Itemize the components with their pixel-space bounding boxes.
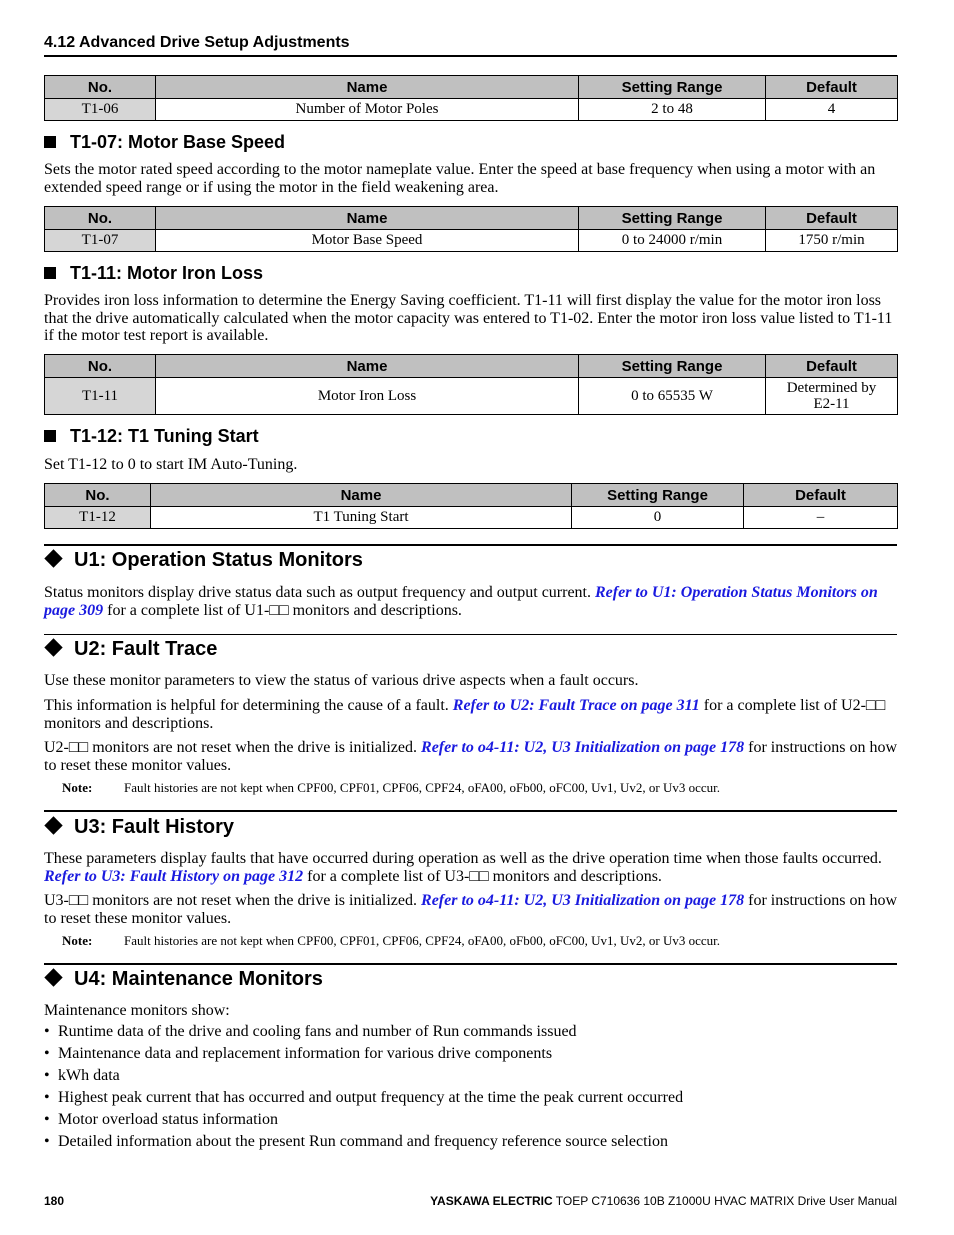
table-row: [45, 99, 898, 121]
section-title: 4.12 Advanced Drive Setup Adjustments: [44, 34, 350, 51]
note-text: Fault histories are not kept when CPF00, CPF01, CPF06, CPF24, oFA00, oFb00, oFC00, Uv1, Uv2, or Uv3 occur.: [124, 780, 721, 795]
u3-note: [44, 933, 897, 949]
col-name: Name: [156, 207, 579, 230]
list-item: • Highest peak current that has occurred and output frequency at the time the peak current occurred: [44, 1087, 897, 1109]
u2-page-link[interactable]: Refer to U2: Fault Trace on page 311: [452, 697, 700, 714]
cell-range: 0: [572, 507, 744, 529]
note-label: Note:: [62, 933, 93, 948]
u3-paragraph-1: These parameters display faults that have occurred during operation as well as the drive operation time when those faults occurred. Refer to U3: Fault History on page 312 for a complete list of U3-□□ monitors and descriptions.: [44, 850, 882, 885]
note-text: Fault histories are not kept when CPF00, CPF01, CPF06, CPF24, oFA00, oFb00, oFC00, Uv1, Uv2, or Uv3 occur.: [124, 933, 721, 948]
col-default: Default: [744, 484, 898, 507]
section-rule: [44, 544, 897, 546]
u3-paragraph-2: U3-□□ monitors are not reset when the drive is initialized. Refer to o4-11: U2, U3 Initialization on page 178 for instructions on how to reset these monitor values.: [44, 892, 898, 927]
col-range: Setting Range: [579, 355, 766, 378]
cell-no: T1-07: [45, 230, 156, 252]
cell-name: Number of Motor Poles: [156, 99, 579, 121]
diamond-bullet-icon: [44, 968, 62, 986]
u4-intro: Maintenance monitors show:: [44, 1002, 230, 1019]
header-rule: [44, 55, 897, 57]
u4-bullet-list: [44, 1021, 897, 1153]
section-rule: [44, 963, 897, 965]
col-no: No.: [45, 484, 151, 507]
cell-default: 4: [766, 99, 898, 121]
t1-07-table: [44, 206, 898, 252]
footer-manual-title: TOEP C710636 10B Z1000U HVAC MATRIX Drive User Manual: [555, 1194, 897, 1208]
cell-default: 1750 r/min: [766, 230, 898, 252]
footer-manual: [430, 1194, 897, 1208]
t1-12-table: [44, 483, 898, 529]
col-range: Setting Range: [572, 484, 744, 507]
page-number: 180: [44, 1194, 65, 1208]
diamond-bullet-icon: [44, 549, 62, 567]
cell-range: 0 to 65535 W: [579, 378, 766, 415]
cell-no: T1-12: [45, 507, 151, 529]
footer-brand: YASKAWA ELECTRIC: [430, 1194, 553, 1208]
cell-no: T1-06: [45, 99, 156, 121]
list-item: • Runtime data of the drive and cooling fans and number of Run commands issued: [44, 1021, 897, 1043]
square-bullet-icon: [44, 136, 56, 148]
u3-page-link[interactable]: Refer to U3: Fault History on page 312: [44, 867, 304, 885]
cell-default: [766, 378, 898, 415]
col-name: Name: [156, 76, 579, 99]
col-default: Default: [766, 207, 898, 230]
cell-name: Motor Base Speed: [156, 230, 579, 252]
section-rule: [44, 634, 897, 635]
col-range: Setting Range: [579, 76, 766, 99]
default-line-2: E2-11: [813, 396, 850, 412]
cell-name: T1 Tuning Start: [151, 507, 572, 529]
list-item: • Maintenance data and replacement information for various drive components: [44, 1043, 897, 1065]
col-name: Name: [156, 355, 579, 378]
note-label: Note:: [62, 780, 93, 795]
table-row: [45, 378, 898, 415]
t1-11-table: [44, 354, 898, 415]
u2-paragraph-1: Use these monitor parameters to view the status of various drive aspects when a fault occurs.: [44, 672, 639, 689]
col-no: No.: [45, 355, 156, 378]
t1-06-table: [44, 75, 898, 121]
cell-no: T1-11: [45, 378, 156, 415]
col-no: No.: [45, 76, 156, 99]
u4-heading: U4: Maintenance Monitors: [44, 968, 323, 991]
t1-07-heading: T1-07: Motor Base Speed: [44, 132, 285, 153]
col-range: Setting Range: [579, 207, 766, 230]
col-default: Default: [766, 355, 898, 378]
cell-default: –: [744, 507, 898, 529]
t1-11-heading: T1-11: Motor Iron Loss: [44, 263, 263, 284]
o4-11-page-link[interactable]: Refer to o4-11: U2, U3 Initialization on page 178: [421, 739, 745, 756]
list-item: • Detailed information about the present Run command and frequency reference source selection: [44, 1131, 897, 1153]
section-rule: [44, 810, 897, 812]
u2-paragraph-2: This information is helpful for determining the cause of a fault. Refer to U2: Fault Trace on page 311 for a complete list of U2-□□ monitors and descriptions.: [44, 697, 886, 732]
u2-note: [44, 780, 897, 796]
list-item: • Motor overload status information: [44, 1109, 897, 1131]
diamond-bullet-icon: [44, 638, 62, 656]
u2-paragraph-3: U2-□□ monitors are not reset when the drive is initialized. Refer to o4-11: U2, U3 Initialization on page 178 for instructions on how to reset these monitor values.: [44, 739, 898, 774]
table-row: [45, 230, 898, 252]
t1-12-heading: T1-12: T1 Tuning Start: [44, 426, 259, 447]
t1-07-description: Sets the motor rated speed according to the motor nameplate value. Enter the speed at base frequency when using a motor with an extended speed range or if using the motor in the field weakening area.: [44, 161, 876, 196]
o4-11-page-link[interactable]: Refer to o4-11: U2, U3 Initialization on page 178: [421, 892, 745, 909]
default-line-1: Determined by: [786, 380, 877, 396]
t1-11-description: Provides iron loss information to determine the Energy Saving coefficient. T1-11 will first display the value for the motor iron loss that the drive automatically calculated when the motor capacity was entered to T1-02. Enter the motor iron loss value listed to T1-11 if the motor test report is available.: [44, 292, 893, 344]
cell-name: Motor Iron Loss: [156, 378, 579, 415]
table-header-row: [45, 76, 898, 99]
table-header-row: [45, 355, 898, 378]
u1-heading: U1: Operation Status Monitors: [44, 549, 363, 572]
table-header-row: [45, 207, 898, 230]
cell-range: 0 to 24000 r/min: [579, 230, 766, 252]
square-bullet-icon: [44, 430, 56, 442]
col-name: Name: [151, 484, 572, 507]
u1-page-link[interactable]: Refer to U1: Operation Status Monitors on page 309: [44, 584, 878, 619]
table-row: [45, 507, 898, 529]
u1-paragraph: Status monitors display drive status data such as output frequency and output current. Refer to U1: Operation Status Monitors on page 309 for a complete list of U1-□□ monitors and descriptions.: [44, 584, 878, 619]
t1-12-description: Set T1-12 to 0 to start IM Auto-Tuning.: [44, 456, 298, 473]
u2-heading: U2: Fault Trace: [44, 638, 217, 661]
list-item: • kWh data: [44, 1065, 897, 1087]
col-default: Default: [766, 76, 898, 99]
col-no: No.: [45, 207, 156, 230]
cell-range: 2 to 48: [579, 99, 766, 121]
table-header-row: [45, 484, 898, 507]
diamond-bullet-icon: [44, 816, 62, 834]
u3-heading: U3: Fault History: [44, 816, 234, 839]
square-bullet-icon: [44, 267, 56, 279]
